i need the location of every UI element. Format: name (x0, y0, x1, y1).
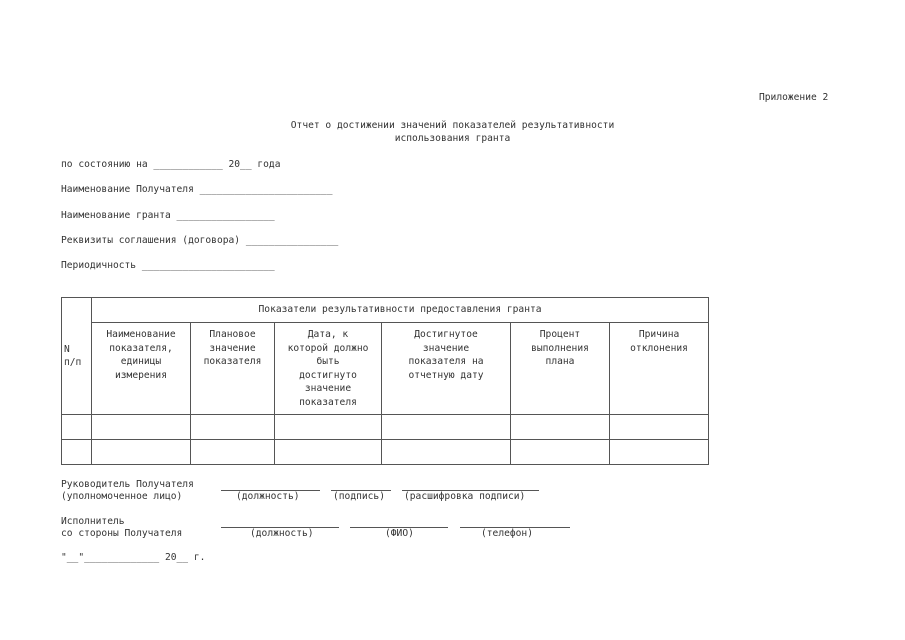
table-cell[interactable] (191, 415, 275, 440)
date-line: "__"_____________ 20__ г. (61, 552, 206, 563)
executor-phone-caption: (телефон) (481, 528, 533, 539)
table-cell[interactable] (62, 415, 92, 440)
appendix-label: Приложение 2 (759, 92, 829, 103)
header-row-number: N п/п (62, 298, 92, 415)
executor-name-caption: (ФИО) (385, 528, 414, 539)
header-achieved-value: Достигнутое значение показателя на отчетную дату (382, 323, 511, 415)
table-cell[interactable] (191, 440, 275, 465)
table-cell[interactable] (92, 415, 191, 440)
header-deviation-reason: Причина отклонения (610, 323, 709, 415)
document-title-line2: использования гранта (394, 133, 511, 144)
table-cell[interactable] (382, 440, 511, 465)
executor-position-caption: (должность) (250, 528, 314, 539)
header-indicator-name: Наименование показателя, единицы измерения (92, 323, 191, 415)
head-label-line1: Руководитель Получателя (61, 479, 194, 490)
executor-label-line1: Исполнитель (61, 516, 125, 527)
indicators-table (61, 297, 709, 465)
table-cell[interactable] (511, 440, 610, 465)
field-as-of: по состоянию на ____________ 20__ года (61, 159, 281, 170)
field-recipient: Наименование Получателя _______________________ (61, 184, 333, 195)
field-agreement: Реквизиты соглашения (договора) ________________ (61, 235, 339, 246)
field-periodicity: Периодичность _______________________ (61, 260, 275, 271)
document-title-line1: Отчет о достижении значений показателей результативности (290, 120, 615, 131)
header-planned-value: Плановое значение показателя (191, 323, 275, 415)
table-cell[interactable] (275, 415, 382, 440)
table-cell[interactable] (511, 415, 610, 440)
head-signature-caption: (подпись) (333, 491, 385, 502)
table-cell[interactable] (610, 415, 709, 440)
table-cell[interactable] (610, 440, 709, 465)
table-row (62, 415, 709, 440)
table-cell[interactable] (62, 440, 92, 465)
header-percent-complete: Процент выполнения плана (511, 323, 610, 415)
header-group: Показатели результативности предоставления гранта (92, 298, 709, 323)
executor-label-line2: со стороны Получателя (61, 528, 183, 539)
table-row (62, 440, 709, 465)
head-decoding-caption: (расшифровка подписи) (404, 491, 526, 502)
head-position-caption: (должность) (236, 491, 300, 502)
head-label-line2: (уполномоченное лицо) (61, 491, 183, 502)
table-cell[interactable] (92, 440, 191, 465)
table-cell[interactable] (382, 415, 511, 440)
header-target-date: Дата, к которой должно быть достигнуто значение показателя (275, 323, 382, 415)
table-cell[interactable] (275, 440, 382, 465)
field-grant-name: Наименование гранта _________________ (61, 210, 275, 221)
